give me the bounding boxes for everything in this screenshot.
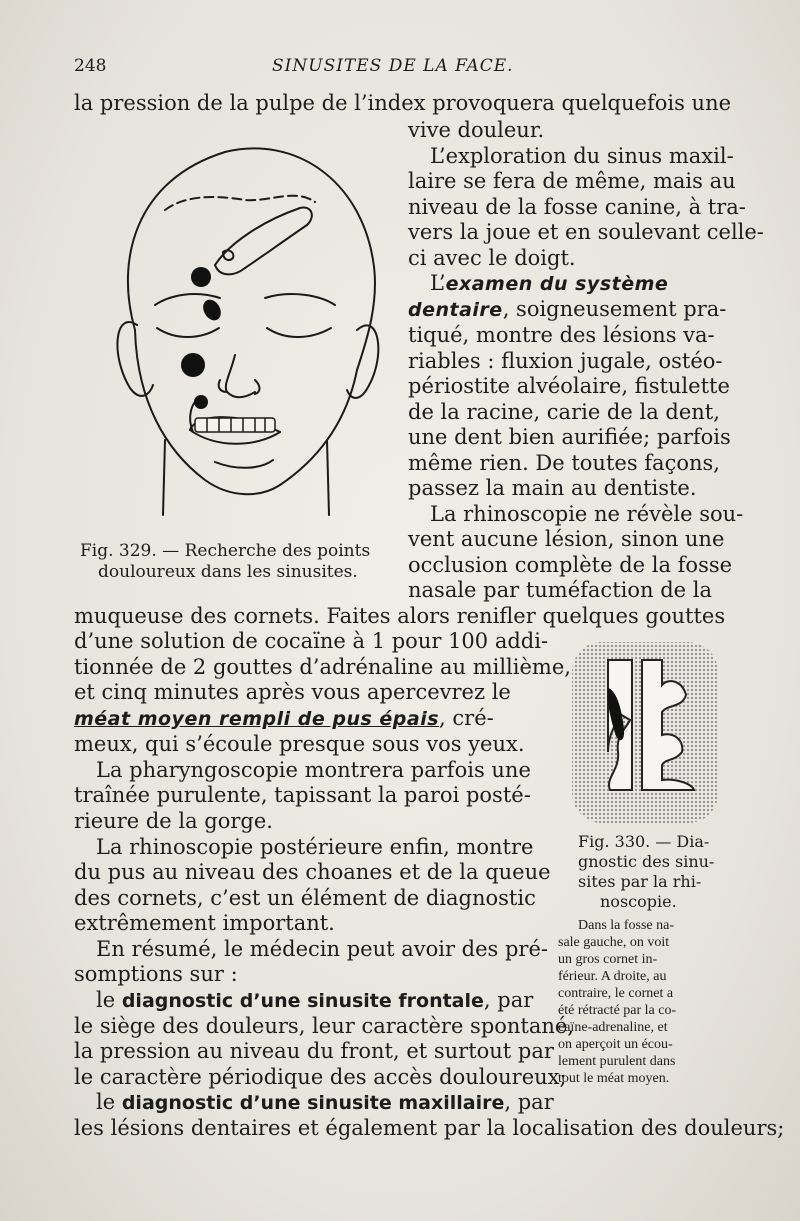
figure-caption: Fig. 329. — Recherche des points	[80, 541, 371, 561]
body-line: ci avec le doigt.	[408, 246, 576, 270]
figure-note: on aperçoit un écou-	[558, 1037, 673, 1052]
figure-note: été rétracté par la co-	[558, 1003, 677, 1018]
body-line: traînée purulente, tapissant la paroi posté-	[74, 783, 531, 807]
emphasis-text: méat moyen rempli de pus épais	[74, 708, 440, 730]
body-text: , cré-	[439, 706, 494, 730]
face-illustration	[95, 140, 395, 530]
figure-caption: noscopie.	[600, 892, 677, 911]
figure-note: tout le méat moyen.	[558, 1071, 670, 1086]
body-line	[430, 270, 668, 297]
body-line: même rien. De toutes façons,	[408, 451, 720, 475]
body-line	[96, 987, 533, 1014]
body-line: somptions sur :	[74, 962, 238, 986]
body-line: meux, qui s’écoule presque sous vos yeux.	[74, 732, 525, 756]
body-line: La pharyngoscopie montrera parfois une	[96, 758, 531, 782]
body-line: riables : fluxion jugale, ostéo-	[408, 349, 723, 373]
body-line: passez la main au dentiste.	[408, 476, 697, 500]
body-text: le	[96, 988, 122, 1012]
body-line: le caractère périodique des accès douloureux;	[74, 1065, 567, 1089]
body-line: une dent bien aurifiée; parfois	[408, 425, 731, 449]
body-line: le siège des douleurs, leur caractère spontané,	[74, 1014, 575, 1038]
body-line: L’exploration du sinus maxil-	[430, 144, 734, 168]
figure-caption: Fig. 330. — Dia-	[578, 832, 710, 851]
figure-note: Dans la fosse na-	[578, 918, 675, 933]
body-text: , par	[504, 1090, 554, 1114]
body-line: périostite alvéolaire, fistulette	[408, 374, 730, 398]
figure-note: férieur. A droite, au	[558, 969, 667, 984]
bold-text: diagnostic d’une sinusite frontale	[121, 990, 484, 1012]
body-line: vent aucune lésion, sinon une	[408, 527, 725, 551]
body-line: tiqué, montre des lésions va-	[408, 323, 715, 347]
body-text: , par	[483, 988, 534, 1012]
body-line: tionnée de 2 gouttes d’adrénaline au millième,	[74, 655, 571, 679]
body-line: laire se fera de même, mais au	[408, 169, 736, 193]
body-line: occlusion complète de la fosse	[408, 553, 733, 577]
page-number: 248	[74, 56, 107, 76]
body-line: muqueuse des cornets. Faites alors renifler quelques gouttes	[74, 604, 726, 628]
body-text: le	[96, 1090, 122, 1114]
body-text: L’	[430, 271, 446, 295]
body-line: de la racine, carie de la dent,	[408, 400, 720, 424]
body-line: d’une solution de cocaïne à 1 pour 100 addi-	[74, 629, 549, 653]
emphasis-text: dentaire	[408, 299, 503, 321]
body-line: et cinq minutes après vous apercevrez le	[74, 680, 511, 704]
body-line: des cornets, c’est un élément de diagnostic	[74, 886, 536, 910]
body-line: La rhinoscopie ne révèle sou-	[430, 502, 744, 526]
body-text: , soigneusement pra-	[502, 297, 727, 321]
body-line: rieure de la gorge.	[74, 809, 273, 833]
body-line: nasale par tuméfaction de la	[408, 578, 712, 602]
body-line: extrêmement important.	[74, 911, 335, 935]
rhinoscopy-diagram	[570, 640, 720, 825]
body-line: niveau de la fosse canine, à tra-	[408, 195, 746, 219]
body-line: vive douleur.	[408, 118, 545, 142]
body-line: En résumé, le médecin peut avoir des pré-	[96, 937, 548, 961]
figure-caption: gnostic des sinu-	[578, 852, 715, 871]
body-line: les lésions dentaires et également par la localisation des douleurs;	[74, 1116, 785, 1140]
figure-note: lement purulent dans	[558, 1054, 676, 1069]
body-line	[96, 1089, 554, 1116]
emphasis-text: examen du système	[445, 273, 669, 295]
figure-caption: sites par la rhi-	[578, 872, 702, 891]
figure-note: contraire, le cornet a	[558, 986, 674, 1001]
body-line: La rhinoscopie postérieure enfin, montre	[96, 835, 534, 859]
running-title: SINUSITES DE LA FACE.	[272, 56, 514, 76]
figure-note: caïne-adrenaline, et	[558, 1020, 668, 1035]
body-line	[408, 296, 726, 323]
figure-note: sale gauche, on voit	[558, 935, 670, 950]
figure-note: un gros cornet in-	[558, 952, 658, 967]
body-line: la pression au niveau du front, et surtout par	[74, 1039, 554, 1063]
body-line	[74, 705, 494, 732]
body-line: la pression de la pulpe de l’index provoquera quelquefois une	[74, 91, 732, 115]
bold-text: diagnostic d’une sinusite maxillaire	[121, 1092, 505, 1114]
figure-caption: douloureux dans les sinusites.	[98, 562, 358, 582]
body-line: du pus au niveau des choanes et de la queue	[74, 860, 551, 884]
body-line: vers la joue et en soulevant celle-	[408, 220, 764, 244]
